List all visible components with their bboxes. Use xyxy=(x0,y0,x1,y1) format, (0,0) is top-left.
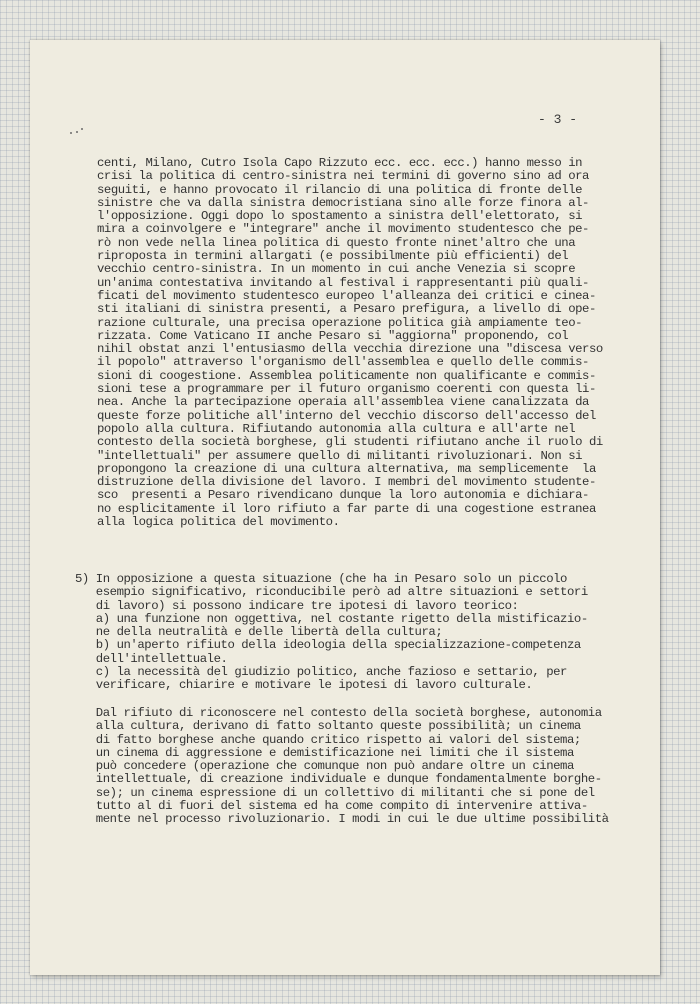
text-line: tutto al di fuori del sistema ed ha come compito di intervenire attiva- xyxy=(75,799,588,814)
text-line: contesto della società borghese, gli studenti rifiutano anche il ruolo di xyxy=(97,435,603,450)
text-line: vecchio centro-sinistra. In un momento in cui anche Venezia si scopre xyxy=(97,262,576,277)
text-line: queste forze politiche all'interno del vecchio discorso dell'accesso del xyxy=(97,408,596,423)
text-line: mira a coinvolgere e "integrare" anche il movimento studentesco che pe- xyxy=(97,222,589,237)
text-line: di lavoro) si possono indicare tre ipotesi di lavoro teorico: xyxy=(75,598,519,613)
text-line: intellettuale, di creazione individuale e dunque fondamentalmente borghe- xyxy=(75,772,602,787)
text-line: un cinema di aggressione e demistificazione nei limiti che il sistema xyxy=(75,745,574,760)
text-line: rò non vede nella linea politica di questo fronte ninet'altro che una xyxy=(97,235,576,250)
text-line: mente nel processo rivoluzionario. I modi in cui le due ultime possibilità xyxy=(75,812,609,827)
text-line: sco presenti a Pesaro rivendicano dunque la loro autonomia e dichiara- xyxy=(97,488,589,503)
text-line: nea. Anche la partecipazione operaia all'assemblea viene canalizzata da xyxy=(97,395,589,410)
text-line: rizzata. Come Vaticano II anche Pesaro si "aggiorna" proponendo, col xyxy=(97,328,569,343)
text-line: riproposta in termini allargati (e possibilmente più efficienti) del xyxy=(97,249,569,264)
text-line: Dal rifiuto di riconoscere nel contesto della società borghese, autonomia xyxy=(75,706,602,720)
paragraph-cinema-possibilities xyxy=(75,707,609,827)
text-line: sioni tese a programmare per il futuro organismo coerenti con questa li- xyxy=(97,382,596,397)
text-line: alla cultura, derivano di fatto soltanto queste possibilità; un cinema xyxy=(75,719,581,734)
text-line: seguiti, e hanno provocato il rilancio di una politica di fronte delle xyxy=(97,182,583,197)
text-line: c) la necessità del giudizio politico, anche fazioso e settario, per xyxy=(75,665,567,680)
text-line: crisi la politica di centro-sinistra nei termini di governo sino ad ora xyxy=(97,169,589,184)
text-line: un'anima contestativa invitando al festival i rappresentanti più quali- xyxy=(97,275,589,290)
text-line: ne della neutralità e delle libertà della cultura; xyxy=(75,625,443,640)
text-line: a) una funzione non oggettiva, nel costante rigetto della mistificazio- xyxy=(75,611,588,626)
text-line: sioni di coogestione. Assemblea politicamente non qualificante e commis- xyxy=(97,368,596,383)
text-line: no esplicitamente il loro rifiuto a far parte di una cogestione estranea xyxy=(97,501,596,516)
text-line: se); un cinema espressione di un collettivo di militanti che si pone del xyxy=(75,785,595,800)
paragraph-context xyxy=(97,157,603,529)
text-line: sti italiani di sinistra presenti, a Pesaro prefigura, a livello di ope- xyxy=(97,302,596,317)
page-number: - 3 - xyxy=(538,112,578,127)
text-line: l'opposizione. Oggi dopo lo spostamento a sinistra dell'elettorato, si xyxy=(97,209,583,224)
text-line: b) un'aperto rifiuto della ideologia della specializzazione-competenza xyxy=(75,638,581,653)
text-line: sinistre che va dalla sinistra democristiana sino alle forze finora al- xyxy=(97,195,589,210)
text-line: popolo alla cultura. Rifiutando autonomia alla cultura e all'arte nel xyxy=(97,421,576,436)
text-line: dell'intellettuale. xyxy=(75,651,228,666)
text-line: razione culturale, una precisa operazione politica già ampiamente teo- xyxy=(97,315,583,330)
text-line: di fatto borghese anche quando critico rispetto ai valori del sistema; xyxy=(75,732,581,747)
text-line: ficati del movimento studentesco europeo l'alleanza dei critici e cinea- xyxy=(97,288,596,303)
text-line: 5) In opposizione a questa situazione (che ha in Pesaro solo un piccolo xyxy=(75,572,567,586)
text-line: centi, Milano, Cutro Isola Capo Rizzuto ecc. ecc. ecc.) hanno messo in xyxy=(97,156,583,170)
text-line: esempio significativo, riconducibile però ad altre situazioni e settori xyxy=(75,585,588,600)
text-line: distruzione della divisione del lavoro. I membri del movimento studente- xyxy=(97,475,596,490)
text-line: il popolo" attraverso l'organismo dell'assemblea e quello delle commis- xyxy=(97,355,589,370)
text-line: "intellettuali" per assumere quello di militanti rivoluzionari. Non si xyxy=(97,448,583,463)
text-line: verificare, chiarire e motivare le ipotesi di lavoro culturale. xyxy=(75,678,533,693)
text-line: nihil obstat anzi l'entusiasmo della vecchia direzione una "discesa verso xyxy=(97,342,603,357)
paragraph-point-5 xyxy=(75,573,588,693)
text-line: può concedere (operazione che comunque non può andare oltre un cinema xyxy=(75,759,574,774)
ink-speck-mark xyxy=(70,128,84,136)
text-line: propongono la creazione di una cultura alternativa, ma semplicemente la xyxy=(97,461,596,476)
text-line: alla logica politica del movimento. xyxy=(97,515,340,530)
